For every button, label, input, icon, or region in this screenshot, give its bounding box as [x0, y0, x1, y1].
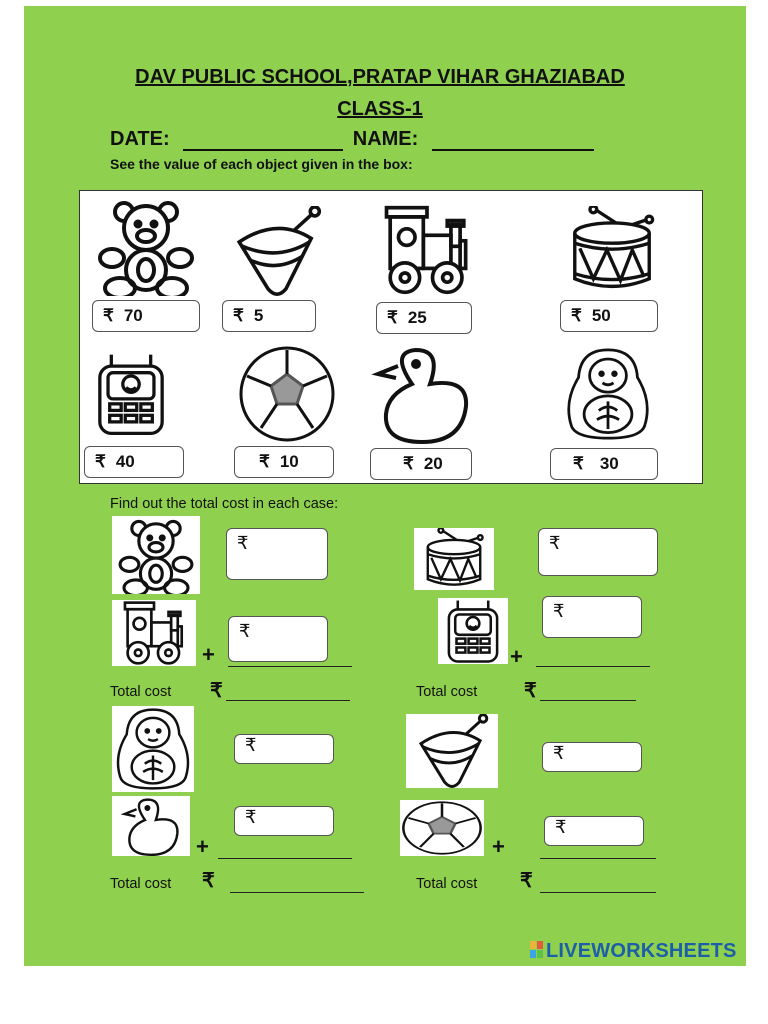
q1-plus: +	[202, 642, 215, 667]
q2-total-blank[interactable]	[540, 700, 636, 701]
q2-total-label: Total cost	[416, 684, 478, 700]
football-icon	[400, 800, 484, 856]
q2-phone-tile	[438, 598, 508, 664]
toy-phone-icon	[90, 348, 172, 440]
duck-icon	[112, 796, 190, 856]
q3-answer-box-1[interactable]: ₹	[234, 734, 334, 764]
q2-plus: +	[510, 644, 523, 669]
q2-answer-box-2[interactable]: ₹	[542, 596, 642, 638]
price-teddy-bear: ₹ 70	[92, 300, 200, 332]
q2-rupee: ₹	[524, 680, 537, 702]
q1-total-blank[interactable]	[226, 700, 350, 701]
q1-teddy-bear-tile	[112, 516, 200, 594]
q3-doll-tile	[112, 706, 194, 792]
price-matryoshka-doll: ₹ 30	[550, 448, 658, 480]
q3-rupee: ₹	[202, 870, 215, 892]
q3-total-blank[interactable]	[230, 892, 364, 893]
duck-icon	[368, 344, 476, 444]
class-heading: CLASS-1	[337, 98, 423, 120]
q4-top-tile	[406, 714, 498, 788]
teddy-bear-icon	[112, 516, 200, 594]
q3-plus: +	[196, 834, 209, 859]
spinning-top-icon	[222, 206, 332, 296]
name-label: NAME:	[352, 128, 419, 150]
q4-total-blank[interactable]	[540, 892, 656, 893]
q1-answer-box-1[interactable]: ₹	[226, 528, 328, 580]
price-toy-phone: ₹ 40	[84, 446, 184, 478]
exercise-instruction: Find out the total cost in each case:	[110, 496, 339, 512]
toy-train-icon	[372, 204, 482, 296]
toy-phone-icon	[438, 598, 508, 664]
q3-answer-box-2[interactable]: ₹	[234, 806, 334, 836]
price-drum: ₹ 50	[560, 300, 658, 332]
price-football: ₹ 10	[234, 446, 334, 478]
q3-duck-tile	[112, 796, 190, 856]
q2-drum-tile	[414, 528, 494, 590]
price-toy-train: ₹ 25	[376, 302, 472, 334]
spinning-top-icon	[406, 714, 498, 788]
q4-plus: +	[492, 834, 505, 859]
q1-train-tile	[112, 600, 196, 666]
q1-sum-line	[228, 666, 352, 667]
q4-total-label: Total cost	[416, 876, 478, 892]
drum-icon	[562, 206, 662, 294]
teddy-bear-icon	[88, 196, 204, 296]
school-title: DAV PUBLIC SCHOOL,PRATAP VIHAR GHAZIABAD	[135, 66, 625, 88]
drum-icon	[414, 528, 494, 590]
q2-answer-box-1[interactable]: ₹	[538, 528, 658, 576]
matryoshka-doll-icon	[112, 706, 194, 792]
q4-rupee: ₹	[520, 870, 533, 892]
q3-total-label: Total cost	[110, 876, 172, 892]
q4-ball-tile	[400, 800, 484, 856]
football-icon	[236, 344, 338, 444]
liveworksheets-logo: LIVEWORKSHEETS	[530, 940, 737, 963]
q1-total-label: Total cost	[110, 684, 172, 700]
q2-sum-line	[536, 666, 650, 667]
q1-answer-box-2[interactable]: ₹	[228, 616, 328, 662]
q4-answer-box-2[interactable]: ₹	[544, 816, 644, 846]
q1-rupee: ₹	[210, 680, 223, 702]
price-duck: ₹ 20	[370, 448, 472, 480]
price-instruction: See the value of each object given in the box:	[110, 156, 413, 172]
toy-train-icon	[112, 600, 196, 666]
date-name-line	[110, 128, 594, 151]
liveworksheets-mark-icon	[530, 941, 544, 959]
date-label: DATE:	[110, 128, 170, 150]
date-blank[interactable]	[183, 149, 343, 151]
q4-answer-box-1[interactable]: ₹	[542, 742, 642, 772]
matryoshka-doll-icon	[562, 344, 654, 444]
price-spinning-top: ₹ 5	[222, 300, 316, 332]
q3-sum-line	[218, 858, 352, 859]
name-blank[interactable]	[432, 149, 594, 151]
q4-sum-line	[540, 858, 656, 859]
